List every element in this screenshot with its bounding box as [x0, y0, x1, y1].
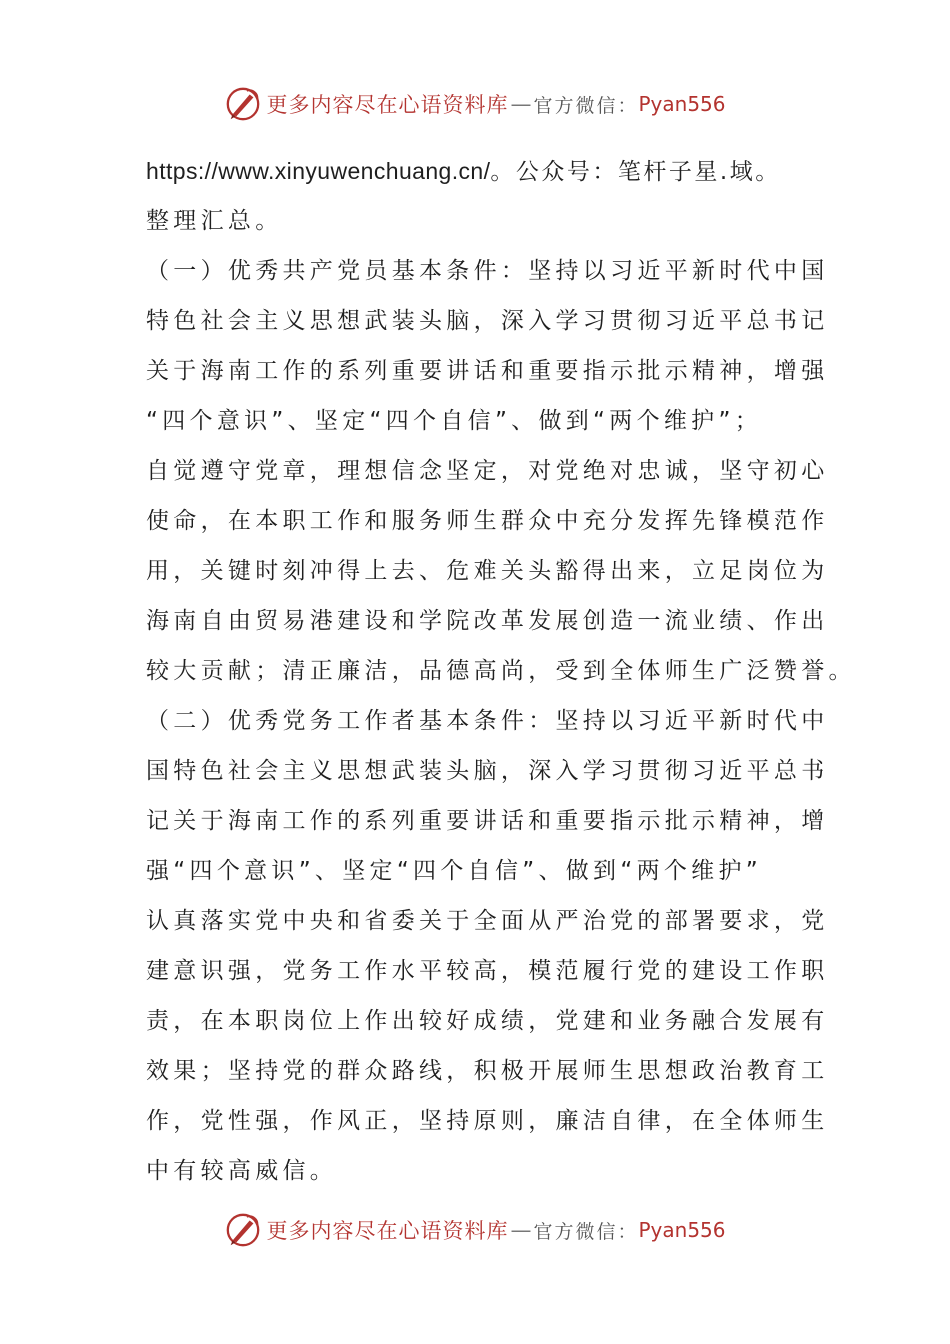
pen-logo-icon [224, 85, 262, 123]
watermark-dash: — [510, 1218, 532, 1242]
paragraph-line: （二）优秀党务工作者基本条件：坚持以习近平新时代中 [146, 708, 829, 734]
watermark-official-label: 官方微信： [533, 1220, 639, 1243]
paragraph-line: 中有较高威信。 [146, 1158, 338, 1184]
section-1-paragraph [146, 246, 856, 696]
paragraph-line: 责，在本职岗位上作出较好成绩，党建和业务融合发展有 [146, 1008, 829, 1034]
paragraph-line: 海南自由贸易港建设和学院改革发展创造一流业绩、作出 [146, 608, 829, 634]
document-body [146, 146, 856, 1196]
intro-suffix-text: 。公众号：笔杆子星.域。 [490, 159, 781, 185]
paragraph-line: 特色社会主义思想武装头脑，深入学习贯彻习近平总书记 [146, 308, 829, 334]
paragraph-line: 国特色社会主义思想武装头脑，深入学习贯彻习近平总书 [146, 758, 829, 784]
footer-watermark [0, 1210, 950, 1250]
watermark-wechat-id: Pyan556 [638, 92, 726, 116]
paragraph-line: 关于海南工作的系列重要讲话和重要指示批示精神，增强 [146, 358, 829, 384]
paragraph-line: 记关于海南工作的系列重要讲话和重要指示批示精神，增 [146, 808, 829, 834]
paragraph-line: 效果；坚持党的群众路线，积极开展师生思想政治教育工 [146, 1058, 829, 1084]
header-watermark [0, 84, 950, 124]
paragraph-line: 认真落实党中央和省委关于全面从严治党的部署要求，党 [146, 908, 829, 934]
paragraph-line: 较大贡献；清正廉洁，品德高尚，受到全体师生广泛赞誉。 [146, 658, 856, 684]
paragraph-line: 建意识强，党务工作水平较高，模范履行党的建设工作职 [146, 958, 829, 984]
paragraph-line: 作，党性强，作风正，坚持原则，廉洁自律，在全体师生 [146, 1108, 829, 1134]
paragraph-line: （一）优秀共产党员基本条件：坚持以习近平新时代中国 [146, 258, 829, 284]
watermark-slogan: 更多内容尽在心语资料库 [266, 93, 509, 117]
intro-line-1 [146, 146, 811, 196]
paragraph-line: 强“四个意识”、坚定“四个自信”、做到“两个维护” [146, 858, 762, 884]
section-2-paragraph [146, 696, 829, 1196]
watermark-slogan: 更多内容尽在心语资料库 [266, 1219, 509, 1243]
watermark-dash: — [510, 92, 532, 116]
pen-logo-icon [224, 1211, 262, 1249]
paragraph-line: “四个意识”、坚定“四个自信”、做到“两个维护”； [146, 408, 762, 434]
intro-line-2: 整理汇总。 [146, 208, 283, 234]
watermark-official-label: 官方微信： [533, 94, 639, 117]
paragraph-line: 自觉遵守党章，理想信念坚定，对党绝对忠诚，坚守初心 [146, 458, 829, 484]
source-url-text: https://www.xinyuwenchuang.cn/ [146, 158, 491, 184]
watermark-wechat-id: Pyan556 [638, 1218, 726, 1242]
paragraph-line: 用，关键时刻冲得上去、危难关头豁得出来，立足岗位为 [146, 558, 829, 584]
paragraph-line: 使命，在本职工作和服务师生群众中充分发挥先锋模范作 [146, 508, 829, 534]
